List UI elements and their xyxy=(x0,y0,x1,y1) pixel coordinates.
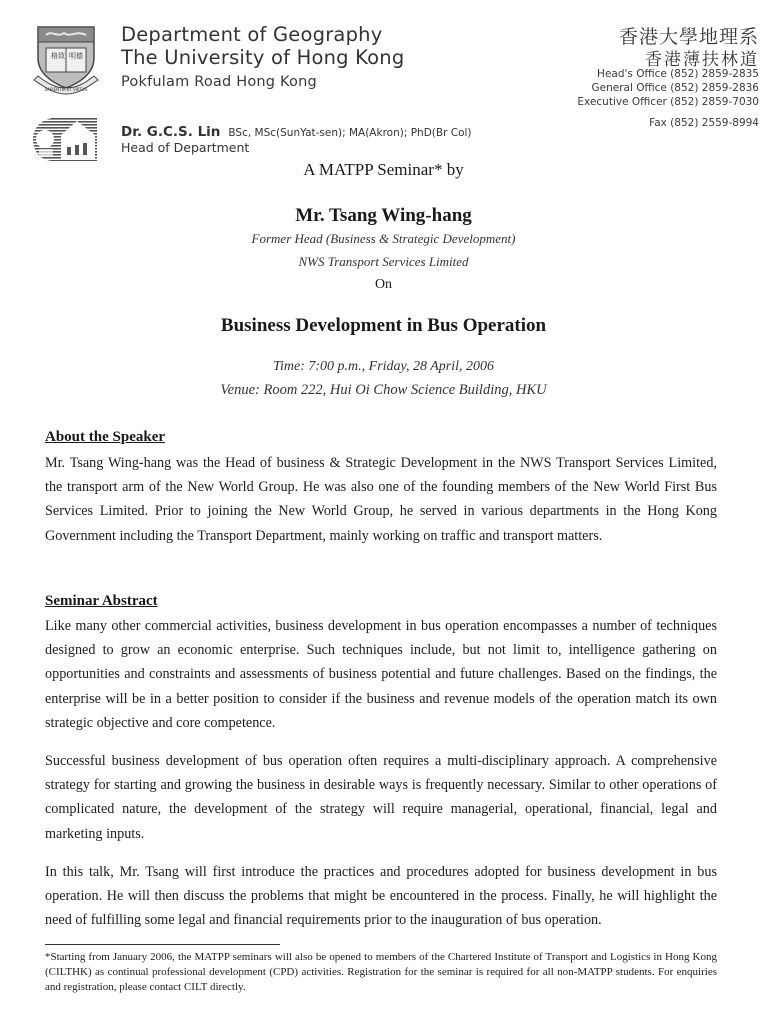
chinese-address: 香港薄扶林道 xyxy=(645,50,759,70)
about-speaker-heading: About the Speaker xyxy=(45,429,166,445)
seminar-on: On xyxy=(374,277,393,292)
seminar-time: Time: 7:00 p.m., Friday, 28 April, 2006 xyxy=(272,359,495,374)
speaker-role: Former Head (Business & Strategic Development) xyxy=(251,231,516,246)
head-role: Head of Department xyxy=(121,140,250,155)
chinese-department-name: 香港大學地理系 xyxy=(618,26,759,48)
speaker-name: Mr. Tsang Wing-hang xyxy=(295,205,472,226)
head-qualifications: BSc, MSc(SunYat-sen); MA(Akron); PhD(Br Col) xyxy=(228,127,472,139)
svg-text:德: 德 xyxy=(76,52,83,60)
footnote-divider xyxy=(45,944,280,945)
geography-logo-icon xyxy=(31,115,99,163)
department-name: Department of Geography xyxy=(121,23,383,46)
contact-fax: Fax (852) 2559-8994 xyxy=(649,117,759,129)
abstract-paragraph: Successful business development of bus operation often requires a multi-disciplinary approach. A comprehensive strategy for starting and growing the business in desirable ways is frequently necessary. Similar to other operations of complicated nature, the development of the strategy will require managerial, operational, financial, legal and marketing inputs. xyxy=(45,753,717,842)
seminar-intro: A MATPP Seminar* by xyxy=(303,160,464,179)
contact-heads-office: Head's Office (852) 2859-2835 xyxy=(597,68,759,80)
seminar-abstract-heading: Seminar Abstract xyxy=(45,593,158,609)
seminar-title: Business Development in Bus Operation xyxy=(220,315,547,336)
svg-text:SAPIENTIA ET VIRTUS: SAPIENTIA ET VIRTUS xyxy=(44,87,88,92)
svg-text:明: 明 xyxy=(69,52,76,60)
hku-crest-icon xyxy=(32,24,100,96)
contact-executive-officer: Executive Officer (852) 2859-7030 xyxy=(577,96,759,108)
about-speaker-text: Mr. Tsang Wing-hang was the Head of business & Strategic Development in the NWS Transport Services Limited, the transport arm of the New World Group. He was also one of the founding members of the New World First Bus Services Limited. Prior to joining the New World Group, he served in various departments in the Hong Kong Government including the Transport Department, mainly working on traffic and transport matters. xyxy=(45,455,717,544)
head-name: Dr. G.C.S. Lin xyxy=(121,124,221,140)
abstract-paragraph: In this talk, Mr. Tsang will first introduce the practices and procedures adopted for business development in bus operation. He will then discuss the problems that might be encountered in the process. Finally, he will highlight the need of fulfilling some legal and financial requirements prior to the inauguration of bus operation. xyxy=(45,864,717,929)
abstract-paragraph: Like many other commercial activities, business development in bus operation encompasses a number of techniques designed to grow an economic enterprise. Such techniques include, but not limit to, intelligence gathering on opportunities and constraints and assessments of business potential and future challenges. Based on the findings, the enterprise will be in a better position to consider if the business and revenue models of the operation match its own strategic objective and core competence. xyxy=(45,618,717,731)
speaker-organization: NWS Transport Services Limited xyxy=(298,254,469,269)
head-of-department xyxy=(121,121,472,140)
footnote: *Starting from January 2006, the MATPP seminars will also be opened to members of the Chartered Institute of Transport and Logistics in Hong Kong (CILTHK) as continual professional development (CPD) activities. Registration for the seminar is required for all non-MATPP students. For enquiries and registration, please contact CILT directly. xyxy=(45,951,717,993)
svg-text:致: 致 xyxy=(58,52,65,60)
svg-text:格: 格 xyxy=(51,52,58,60)
seminar-venue: Venue: Room 222, Hui Oi Chow Science Building, HKU xyxy=(220,382,547,398)
contact-general-office: General Office (852) 2859-2836 xyxy=(591,82,759,94)
department-address: Pokfulam Road Hong Kong xyxy=(121,74,317,90)
university-name: The University of Hong Kong xyxy=(121,46,405,69)
